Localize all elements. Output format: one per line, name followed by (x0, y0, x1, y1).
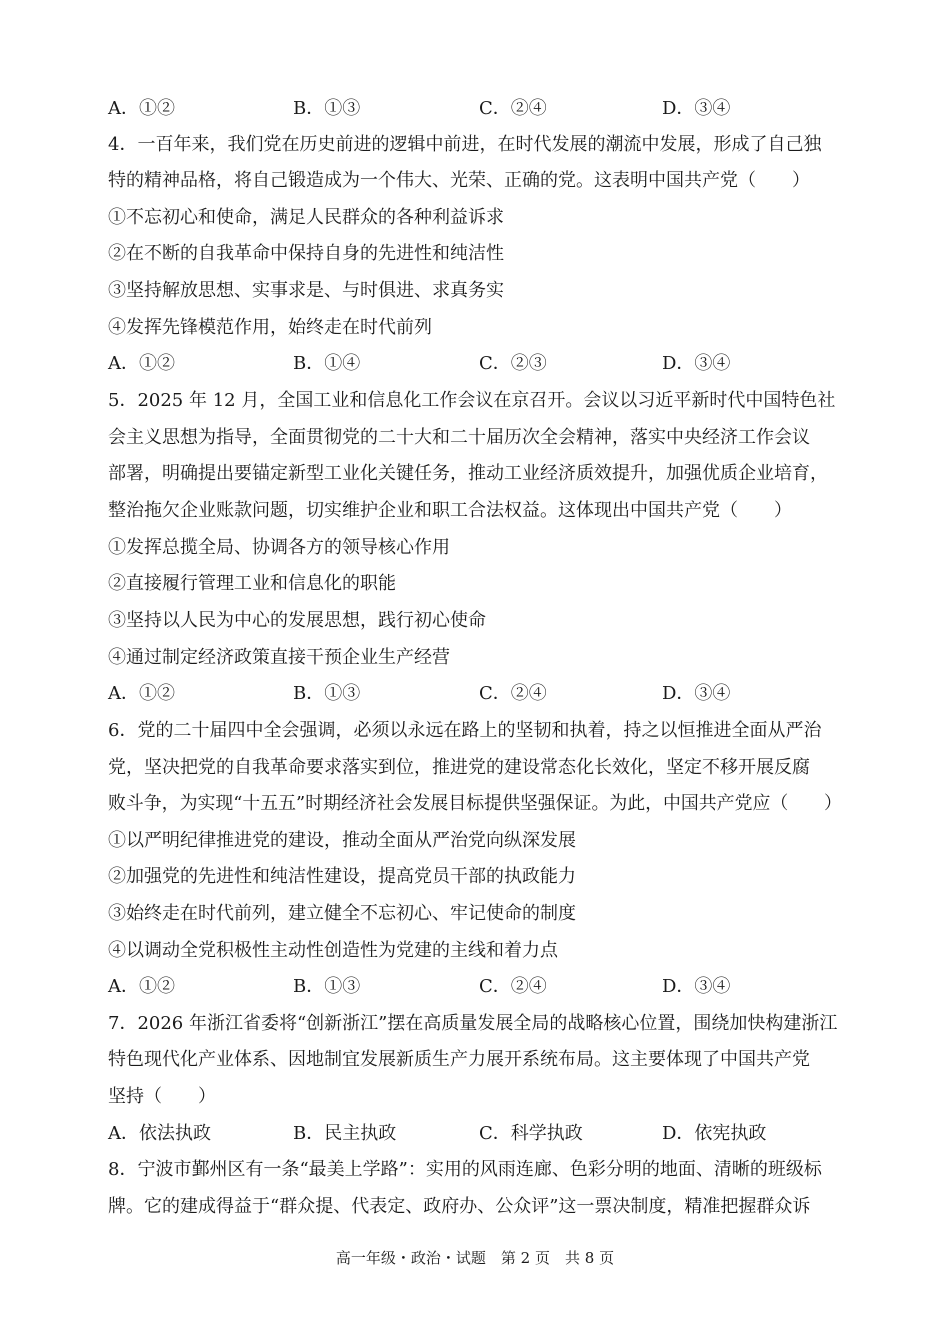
q6-option-a: A．①② (108, 976, 175, 997)
q6-option-c: C．②④ (479, 976, 547, 997)
q6-item-2: ②加强党的先进性和纯洁性建设，提高党员干部的执政能力 (108, 866, 576, 887)
q5-item-2: ②直接履行管理工业和信息化的职能 (108, 573, 396, 594)
q7-option-b: B．民主执政 (293, 1123, 397, 1144)
q6-stem-line: 6．党的二十届四中全会强调，必须以永远在路上的坚韧和执着，持之以恒推进全面从严治 (108, 720, 822, 741)
q4-item-4: ④发挥先锋模范作用，始终走在时代前列 (108, 317, 432, 338)
q4-item-3: ③坚持解放思想、实事求是、与时俱进、求真务实 (108, 280, 504, 301)
q6-stem-line: 党，坚决把党的自我革命要求落实到位，推进党的建设常态化长效化，坚定不移开展反腐 (108, 757, 810, 778)
q5-item-1: ①发挥总揽全局、协调各方的领导核心作用 (108, 537, 450, 558)
q5-option-d: D．③④ (662, 683, 731, 704)
q3-option-b: B．①③ (293, 98, 361, 119)
q4-option-d: D．③④ (662, 353, 731, 374)
q6-option-b: B．①③ (293, 976, 361, 997)
q4-stem-line: 4．一百年来，我们党在历史前进的逻辑中前进，在时代发展的潮流中发展，形成了自己独 (108, 134, 822, 155)
q8-stem-line: 8．宁波市鄞州区有一条“最美上学路”：实用的风雨连廊、色彩分明的地面、清晰的班级标 (108, 1159, 822, 1180)
page-footer: 高一年级・政治・试题 第 2 页 共 8 页 (335, 1249, 615, 1267)
q6-option-d: D．③④ (662, 976, 731, 997)
q7-option-c: C．科学执政 (479, 1123, 583, 1144)
q4-stem-line: 特的精神品格，将自己锻造成为一个伟大、光荣、正确的党。这表明中国共产党（ ） (108, 170, 810, 191)
q8-stem-line: 牌。它的建成得益于“群众提、代表定、政府办、公众评”这一票决制度，精准把握群众诉 (108, 1196, 811, 1217)
q3-option-c: C．②④ (479, 98, 547, 119)
q4-option-c: C．②③ (479, 353, 547, 374)
q5-item-3: ③坚持以人民为中心的发展思想，践行初心使命 (108, 610, 486, 631)
q6-item-4: ④以调动全党积极性主动性创造性为党建的主线和着力点 (108, 940, 558, 961)
q4-option-a: A．①② (108, 353, 175, 374)
q6-stem-line: 败斗争，为实现“十五五”时期经济社会发展目标提供坚强保证。为此，中国共产党应（ ） (108, 793, 842, 814)
q5-option-b: B．①③ (293, 683, 361, 704)
q5-stem-line: 5．2025 年 12 月，全国工业和信息化工作会议在京召开。会议以习近平新时代中国特色社 (108, 390, 836, 411)
q7-stem-line: 特色现代化产业体系、因地制宜发展新质生产力展开系统布局。这主要体现了中国共产党 (108, 1049, 810, 1070)
q5-option-c: C．②④ (479, 683, 547, 704)
q4-item-1: ①不忘初心和使命，满足人民群众的各种利益诉求 (108, 207, 504, 228)
q5-option-a: A．①② (108, 683, 175, 704)
q6-item-1: ①以严明纪律推进党的建设，推动全面从严治党向纵深发展 (108, 830, 576, 851)
q5-stem-line: 部署，明确提出要锚定新型工业化关键任务，推动工业经济质效提升，加强优质企业培育， (108, 463, 828, 484)
q7-option-a: A．依法执政 (108, 1123, 211, 1144)
q5-stem-line: 会主义思想为指导，全面贯彻党的二十大和二十届历次全会精神，落实中央经济工作会议 (108, 427, 810, 448)
q4-option-b: B．①④ (293, 353, 361, 374)
q3-option-d: D．③④ (662, 98, 731, 119)
q7-stem-line: 7．2026 年浙江省委将“创新浙江”摆在高质量发展全局的战略核心位置，围绕加快构建浙江 (108, 1013, 838, 1034)
q5-stem-line: 整治拖欠企业账款问题，切实维护企业和职工合法权益。这体现出中国共产党（ ） (108, 500, 792, 521)
q5-item-4: ④通过制定经济政策直接干预企业生产经营 (108, 647, 450, 668)
q4-item-2: ②在不断的自我革命中保持自身的先进性和纯洁性 (108, 243, 504, 264)
q3-option-a: A．①② (108, 98, 175, 119)
q7-option-d: D．依宪执政 (662, 1123, 767, 1144)
q6-item-3: ③始终走在时代前列，建立健全不忘初心、牢记使命的制度 (108, 903, 576, 924)
q7-stem-line: 坚持（ ） (108, 1086, 216, 1107)
